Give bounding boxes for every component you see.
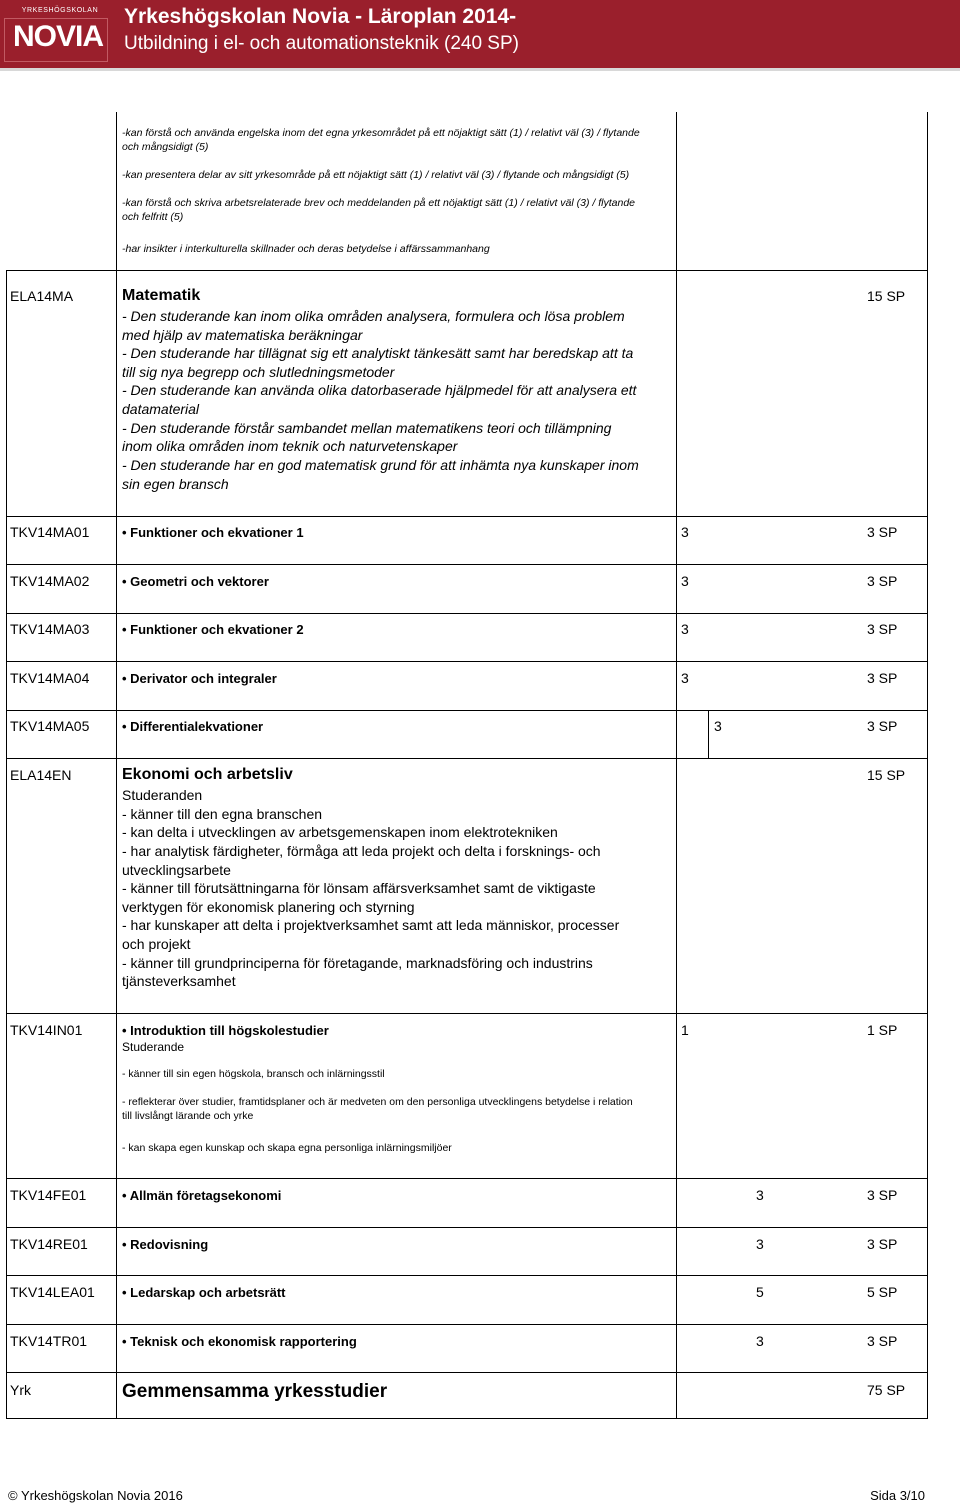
- description-line: - känner till förutsättningarna för lönsam affärsverksamhet samt de viktigaste: [122, 880, 596, 896]
- header-divider: [0, 68, 960, 71]
- course-credits-number: 3: [681, 621, 689, 637]
- row-divider: [6, 1227, 928, 1228]
- course-credits: 5 SP: [867, 1284, 898, 1300]
- row-divider: [6, 1178, 928, 1179]
- module-code: ELA14MA: [10, 288, 74, 304]
- language-goal: och mångsidigt (5): [122, 141, 209, 153]
- logo-main-text: NOVIA: [12, 20, 103, 53]
- course-code: TKV14MA03: [10, 621, 90, 637]
- course-credits-number: 3: [681, 670, 689, 686]
- course-goal: - känner till sin egen högskola, bransch och inlärningsstil: [122, 1068, 385, 1080]
- description-line: med hjälp av matematiska beräkningar: [122, 327, 363, 343]
- description-line: - kan delta i utvecklingen av arbetsgemenskapen inom elektrotekniken: [122, 824, 558, 840]
- course-credits-number: 3: [714, 718, 722, 734]
- logo-top-text: YRKESHÖGSKOLAN: [21, 7, 99, 14]
- course-code: TKV14IN01: [10, 1022, 83, 1038]
- course-credits: 3 SP: [867, 1187, 898, 1203]
- course-credits-number: 3: [681, 573, 689, 589]
- language-goal: -har insikter i interkulturella skillnader och deras betydelse i affärssammanhang: [122, 243, 490, 255]
- course-goal: till livslångt lärande och yrke: [122, 1110, 254, 1122]
- footer-page-number: Sida 3/10: [870, 1488, 925, 1503]
- course-code: TKV14MA04: [10, 670, 90, 686]
- description-line: - Den studerande har en god matematisk grund för att inhämta nya kunskaper inom: [122, 457, 639, 473]
- novia-logo: [0, 0, 112, 68]
- footer-copyright: © Yrkeshögskolan Novia 2016: [8, 1488, 183, 1503]
- module-credits: 15 SP: [867, 288, 906, 304]
- table-bottom-border: [6, 1418, 928, 1419]
- row-divider: [6, 1324, 928, 1325]
- course-title: • Funktioner och ekvationer 1: [122, 525, 304, 540]
- document-subtitle: Utbildning i el- och automationsteknik (240 SP): [124, 33, 519, 54]
- description-line: - känner till den egna branschen: [122, 806, 323, 822]
- description-line: datamaterial: [122, 401, 200, 417]
- course-credits: 1 SP: [867, 1022, 898, 1038]
- course-credits: 3 SP: [867, 621, 898, 637]
- language-goal: -kan förstå och använda engelska inom det egna yrkesområdet på ett nöjaktigt sätt (1) / relativt väl (3) / flytande: [122, 127, 640, 139]
- course-credits-number: 3: [681, 524, 689, 540]
- course-credits-number: 3: [756, 1236, 764, 1252]
- description-line: - har kunskaper att delta i projektverksamhet samt att leda människor, processer: [122, 917, 620, 933]
- description-line: utvecklingsarbete: [122, 862, 231, 878]
- course-credits: 3 SP: [867, 524, 898, 540]
- description-line: - Den studerande har tillägnat sig ett analytiskt tänkesätt samt har beredskap att ta: [122, 345, 634, 361]
- module-title: Matematik: [122, 287, 201, 304]
- row-divider: [6, 516, 928, 517]
- row-divider: [6, 758, 928, 759]
- course-title: • Funktioner och ekvationer 2: [122, 622, 304, 637]
- description-line: till sig nya begrepp och slutledningsmetoder: [122, 364, 395, 380]
- course-credits: 3 SP: [867, 1333, 898, 1349]
- description-line: - har analytisk färdigheter, förmåga att leda projekt och delta i forsknings- och: [122, 843, 601, 859]
- document-title: Yrkeshögskolan Novia - Läroplan 2014-: [124, 5, 517, 28]
- row-divider: [6, 564, 928, 565]
- module-code: ELA14EN: [10, 767, 72, 783]
- module-code: Yrk: [10, 1382, 31, 1398]
- table-left-border: [6, 270, 7, 1418]
- module-title: Ekonomi och arbetsliv: [122, 766, 293, 783]
- description-line: verktygen för ekonomisk planering och styrning: [122, 899, 415, 915]
- course-title: • Redovisning: [122, 1237, 208, 1252]
- table-col-divider: [676, 112, 677, 1418]
- description-line: sin egen bransch: [122, 476, 229, 492]
- row-divider: [6, 613, 928, 614]
- course-title: • Geometri och vektorer: [122, 574, 269, 589]
- description-line: - känner till grundprinciperna för företagande, marknadsföring och industrins: [122, 955, 593, 971]
- course-credits: 3 SP: [867, 1236, 898, 1252]
- course-credits-number: 1: [681, 1022, 689, 1038]
- course-credits-number: 3: [756, 1187, 764, 1203]
- module-title: Gemmensamma yrkesstudier: [122, 1381, 388, 1402]
- course-goal: - reflekterar över studier, framtidsplaner och är medveten om den personliga utvecklingens betydelse i relation: [122, 1096, 633, 1108]
- course-code: TKV14FE01: [10, 1187, 87, 1203]
- description-line: och projekt: [122, 936, 191, 952]
- description-line: - Den studerande förstår sambandet mellan matematikens teori och tillämpning: [122, 420, 612, 436]
- description-line: - Den studerande kan använda olika datorbaserade hjälpmedel för att analysera ett: [122, 382, 637, 398]
- language-goal: -kan förstå och skriva arbetsrelaterade brev och meddelanden på ett nöjaktigt sätt (1) / relativt väl (3) / flytande: [122, 197, 636, 209]
- table-col-divider: [708, 710, 709, 758]
- description-line: Studeranden: [122, 787, 203, 803]
- course-title: • Teknisk och ekonomisk rapportering: [122, 1334, 357, 1349]
- language-goal: och felfritt (5): [122, 211, 184, 223]
- course-title: • Allmän företagsekonomi: [122, 1188, 281, 1203]
- course-code: TKV14MA05: [10, 718, 90, 734]
- module-credits: 15 SP: [867, 767, 906, 783]
- description-line: inom olika områden inom teknik och naturvetenskaper: [122, 438, 458, 454]
- course-title: • Derivator och integraler: [122, 671, 277, 686]
- description-line: tjänsteverksamhet: [122, 973, 236, 989]
- row-divider: [6, 1013, 928, 1014]
- course-credits: 3 SP: [867, 670, 898, 686]
- course-code: TKV14LEA01: [10, 1284, 95, 1300]
- row-divider: [6, 661, 928, 662]
- course-goal: - kan skapa egen kunskap och skapa egna personliga inlärningsmiljöer: [122, 1142, 452, 1154]
- course-credits: 3 SP: [867, 573, 898, 589]
- course-credits-number: 3: [756, 1333, 764, 1349]
- course-subtitle: Studerande: [122, 1040, 185, 1054]
- row-divider: [6, 1275, 928, 1276]
- course-title: • Introduktion till högskolestudier: [122, 1023, 329, 1038]
- course-title: • Ledarskap och arbetsrätt: [122, 1285, 286, 1300]
- course-title: • Differentialekvationer: [122, 719, 263, 734]
- row-divider: [6, 270, 928, 271]
- language-goal: -kan presentera delar av sitt yrkesområde på ett nöjaktigt sätt (1) / relativt väl (3) / flytande och mångsidigt (5): [122, 169, 630, 181]
- course-credits-number: 5: [756, 1284, 764, 1300]
- description-line: - Den studerande kan inom olika områden analysera, formulera och lösa problem: [122, 308, 625, 324]
- document-header: [0, 0, 960, 68]
- course-code: TKV14MA01: [10, 524, 90, 540]
- course-code: TKV14RE01: [10, 1236, 88, 1252]
- course-code: TKV14TR01: [10, 1333, 88, 1349]
- course-credits: 3 SP: [867, 718, 898, 734]
- row-divider: [6, 1372, 928, 1373]
- table-col-divider: [116, 112, 117, 1418]
- course-code: TKV14MA02: [10, 573, 90, 589]
- row-divider: [6, 710, 928, 711]
- module-credits: 75 SP: [867, 1382, 906, 1398]
- table-right-border: [927, 112, 928, 1418]
